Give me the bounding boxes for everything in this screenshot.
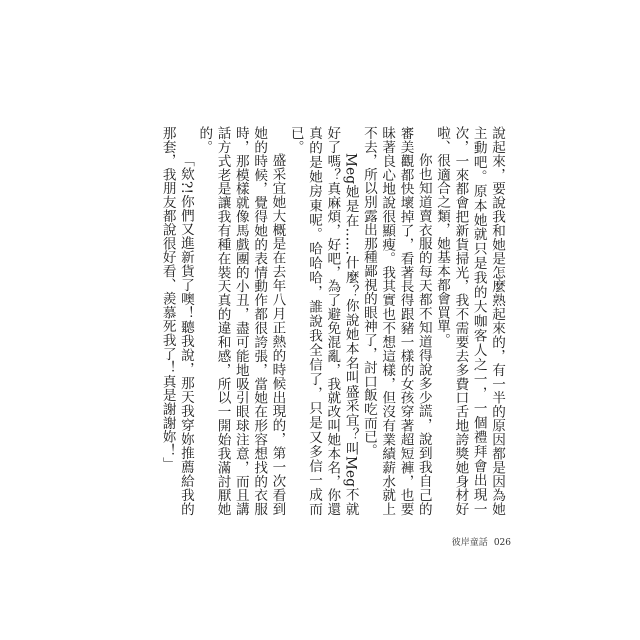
paragraph-3: Meg她是在……什麼？你說她本名叫盛采宜？叫Meg不就好了嗎？真麻煩，好吧，為了避免混亂，我就改叫她本名，你還真的是她房東呢。哈哈哈，誰說我全信了，只是又多信一成而已。 [287, 126, 359, 516]
paragraph-4: 盛采宜她大概是在去年八月正熱的時候出現的，第一次看到她的時候，覺得她的表情動作都很誇張，當她在形容想找的衣服時，那模樣就像馬戲團的小丑，盡可能地吸引眼球注意，而且講話方式老是讓我有種在裝天真的違和感，所以一開始我滿討厭她的。 [196, 126, 286, 516]
paragraph-5: 「欸?!你們又進新貨了噢！聽我說，那天我穿妳推薦給我的那套，我朋友都說很好看、羨慕死我了！真是謝謝妳！」 [159, 126, 194, 516]
page-number: 026 [493, 538, 511, 548]
running-title: 彼岸童話 [451, 538, 488, 548]
body-text [136, 126, 506, 516]
page-footer [452, 535, 511, 548]
paragraph-2: 你也知道賣衣服的每天都不知道得說多少謊，說到我自己的審美觀都快壞掉了，看著長得跟豬一樣的女孩穿著超短褲，也要昧著良心地說很顯瘦。我其實也不想這樣，但沒有業績薪水就上不去，所以別露出那種鄙視的眼神了，討口飯吃而已。 [360, 126, 432, 516]
paragraph-1: 說起來，要說我和她是怎麼熟起來的，有一半的原因都是因為她主動吧。原本她就只是我的大咖客人之一，一個禮拜會出現一次，一來都會把新貨掃光，我不需要去多費口舌地誇獎她身材好啦、很適合之類，她基本都會買單。 [434, 126, 505, 516]
